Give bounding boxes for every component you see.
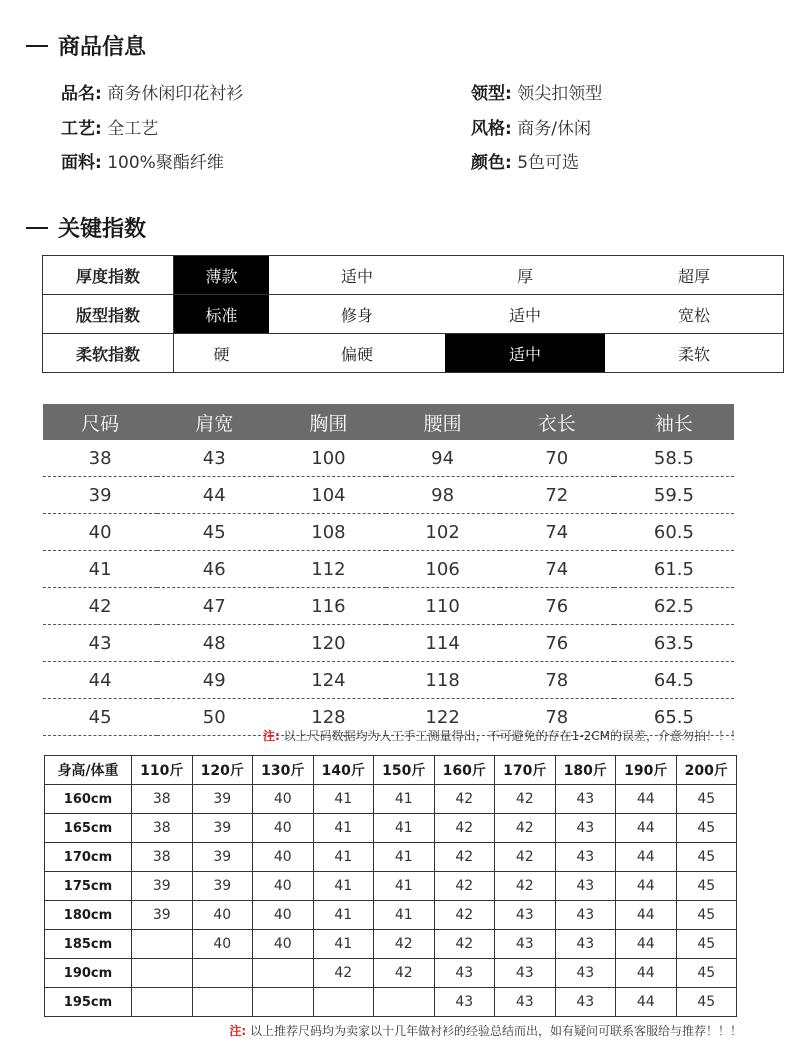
recommend-size-cell: 40 [253,843,314,872]
recommend-size-cell: 45 [676,901,737,930]
size-cell: 45 [157,514,271,551]
recommend-size-table [44,755,737,1017]
note-text: 以上尺码数据均为人工手工测量得出，不可避免的存在1-2CM的误差，介意勿拍！！！ [283,729,742,743]
recommend-size-cell: 42 [434,872,495,901]
size-cell: 44 [43,662,157,699]
size-cell: 118 [386,662,500,699]
info-value: 全工艺 [107,119,159,139]
size-row [43,514,734,551]
recommend-size-cell [132,959,193,988]
recommend-size-cell: 44 [616,959,677,988]
size-cell: 74 [500,551,614,588]
recommend-size-cell: 45 [676,988,737,1017]
recommend-size-cell: 45 [676,843,737,872]
recommend-size-cell: 39 [192,843,253,872]
size-row [43,551,734,588]
recommend-size-cell: 40 [192,930,253,959]
size-cell: 70 [500,440,614,477]
key-index-option: 超厚 [605,256,784,295]
recommend-column-header: 170斤 [495,756,556,785]
size-cell: 78 [500,662,614,699]
recommend-row [45,843,737,872]
size-cell: 116 [271,588,385,625]
recommend-size-cell: 43 [434,959,495,988]
key-index-row [43,295,784,334]
recommend-column-header: 160斤 [434,756,495,785]
recommend-size-cell [132,988,193,1017]
recommend-size-cell: 38 [132,785,193,814]
recommend-column-header: 190斤 [616,756,677,785]
size-table [43,404,734,736]
size-cell: 124 [271,662,385,699]
info-collar [471,79,602,104]
recommend-size-cell: 43 [555,901,616,930]
info-name [61,79,243,104]
size-cell: 64.5 [614,662,734,699]
recommend-height-label: 165cm [45,814,132,843]
product-info-title [26,30,146,61]
size-column-header: 尺码 [43,404,157,440]
recommend-size-cell: 40 [253,901,314,930]
recommend-size-cell: 42 [495,814,556,843]
recommend-height-label: 185cm [45,930,132,959]
recommend-size-cell: 39 [132,901,193,930]
info-fabric [61,148,224,173]
info-value: 商务/休闲 [517,119,591,139]
size-cell: 43 [43,625,157,662]
recommend-row [45,785,737,814]
size-column-header: 腰围 [386,404,500,440]
recommend-size-cell: 43 [555,843,616,872]
key-index-option-selected: 标准 [174,295,270,334]
recommend-size-cell: 43 [495,988,556,1017]
recommend-size-cell: 41 [313,814,374,843]
key-index-option: 偏硬 [269,334,445,373]
recommend-size-cell: 39 [192,785,253,814]
recommend-column-header: 180斤 [555,756,616,785]
key-index-option: 厚 [445,256,605,295]
recommend-size-cell: 41 [313,843,374,872]
size-row [43,662,734,699]
size-cell: 46 [157,551,271,588]
key-index-option-selected: 适中 [445,334,605,373]
note-text: 以上推荐尺码均为卖家以十几年做衬衫的经验总结而出，如有疑问可联系客服给与推荐！！！ [249,1024,742,1038]
size-column-header: 胸围 [271,404,385,440]
recommend-size-cell: 45 [676,872,737,901]
recommend-column-header: 150斤 [374,756,435,785]
size-cell: 76 [500,625,614,662]
size-column-header: 衣长 [500,404,614,440]
recommend-size-cell: 42 [434,785,495,814]
note-label: 注: [263,729,280,743]
recommend-size-cell: 41 [374,843,435,872]
recommend-size-cell: 42 [374,930,435,959]
recommend-size-cell: 43 [555,959,616,988]
size-cell: 47 [157,588,271,625]
key-index-title-text: 关键指数 [58,217,147,242]
recommend-size-cell: 42 [495,872,556,901]
info-key: 工艺: [61,119,102,139]
key-index-label: 版型指数 [43,295,174,334]
recommend-row [45,988,737,1017]
recommend-size-cell: 44 [616,930,677,959]
note-label: 注: [229,1024,247,1038]
size-column-header: 肩宽 [157,404,271,440]
recommend-size-cell: 44 [616,785,677,814]
recommend-row [45,814,737,843]
recommend-size-cell: 38 [132,814,193,843]
key-index-title [26,212,146,243]
key-index-option-selected: 薄款 [174,256,270,295]
recommend-size-cell [313,988,374,1017]
size-row [43,477,734,514]
recommend-size-cell: 42 [434,814,495,843]
recommend-size-cell: 40 [253,814,314,843]
key-index-option: 柔软 [605,334,784,373]
recommend-height-label: 190cm [45,959,132,988]
key-index-label: 柔软指数 [43,334,174,373]
size-cell: 41 [43,551,157,588]
recommend-height-label: 160cm [45,785,132,814]
recommend-size-cell: 42 [495,785,556,814]
info-value: 100%聚酯纤维 [107,153,224,173]
size-cell: 61.5 [614,551,734,588]
size-cell: 63.5 [614,625,734,662]
size-cell: 72 [500,477,614,514]
recommend-size-cell [132,930,193,959]
info-value: 领尖扣领型 [517,84,603,104]
info-style [471,114,591,139]
recommend-size-cell: 40 [253,785,314,814]
size-cell: 39 [43,477,157,514]
recommend-column-header: 110斤 [132,756,193,785]
size-cell: 108 [271,514,385,551]
recommend-size-cell: 44 [616,872,677,901]
recommend-size-cell: 43 [495,901,556,930]
recommend-size-cell: 40 [253,930,314,959]
recommend-size-cell: 42 [313,959,374,988]
key-index-option: 适中 [445,295,605,334]
recommend-size-cell: 41 [374,814,435,843]
size-cell: 58.5 [614,440,734,477]
recommend-height-label: 195cm [45,988,132,1017]
size-cell: 98 [386,477,500,514]
size-cell: 48 [157,625,271,662]
recommend-size-cell: 44 [616,988,677,1017]
recommend-size-cell [192,959,253,988]
recommend-size-cell: 43 [495,930,556,959]
key-index-row [43,256,784,295]
recommend-size-cell [253,988,314,1017]
size-cell: 43 [157,440,271,477]
recommend-column-header: 120斤 [192,756,253,785]
info-key: 风格: [471,119,512,139]
size-cell: 94 [386,440,500,477]
recommend-note [229,1022,742,1039]
info-key: 品名: [61,84,102,104]
recommend-size-cell: 38 [132,843,193,872]
recommend-size-cell [374,988,435,1017]
key-index-option: 硬 [174,334,270,373]
size-cell: 49 [157,662,271,699]
size-cell: 65.5 [614,699,734,736]
recommend-size-cell: 43 [495,959,556,988]
size-cell: 112 [271,551,385,588]
recommend-size-cell: 43 [555,785,616,814]
key-index-option: 修身 [269,295,445,334]
size-cell: 62.5 [614,588,734,625]
recommend-size-cell: 42 [374,959,435,988]
recommend-size-cell: 42 [434,930,495,959]
info-key: 面料: [61,153,102,173]
recommend-size-cell: 42 [434,901,495,930]
size-cell: 38 [43,440,157,477]
size-cell: 44 [157,477,271,514]
size-row [43,440,734,477]
recommend-size-cell: 40 [253,872,314,901]
size-cell: 120 [271,625,385,662]
recommend-size-cell [253,959,314,988]
recommend-size-cell [192,988,253,1017]
recommend-size-cell: 45 [676,959,737,988]
info-color [471,148,579,173]
recommend-row [45,959,737,988]
size-note [263,727,742,744]
recommend-size-cell: 41 [313,785,374,814]
recommend-size-cell: 41 [313,930,374,959]
info-key: 颜色: [471,153,512,173]
key-index-label: 厚度指数 [43,256,174,295]
recommend-size-cell: 41 [313,901,374,930]
recommend-column-header: 130斤 [253,756,314,785]
size-cell: 45 [43,699,157,736]
key-index-option: 适中 [269,256,445,295]
recommend-column-header: 200斤 [676,756,737,785]
recommend-row [45,872,737,901]
recommend-size-cell: 39 [132,872,193,901]
recommend-height-label: 175cm [45,872,132,901]
key-index-table [42,255,784,373]
recommend-size-cell: 43 [555,872,616,901]
recommend-size-cell: 40 [192,901,253,930]
recommend-size-cell: 45 [676,930,737,959]
recommend-size-cell: 43 [555,930,616,959]
recommend-size-cell: 41 [374,785,435,814]
size-cell: 76 [500,588,614,625]
size-row [43,625,734,662]
size-cell: 128 [271,699,385,736]
recommend-size-cell: 39 [192,872,253,901]
recommend-size-cell: 44 [616,901,677,930]
recommend-column-header: 身高/体重 [45,756,132,785]
recommend-size-cell: 42 [434,843,495,872]
size-column-header: 袖长 [614,404,734,440]
key-index-row [43,334,784,373]
size-cell: 40 [43,514,157,551]
size-cell: 59.5 [614,477,734,514]
size-cell: 60.5 [614,514,734,551]
size-cell: 78 [500,699,614,736]
recommend-size-cell: 41 [374,872,435,901]
recommend-size-cell: 42 [495,843,556,872]
recommend-size-cell: 45 [676,785,737,814]
key-index-option: 宽松 [605,295,784,334]
info-craft [61,114,158,139]
product-info-title-text: 商品信息 [58,35,147,60]
info-value: 5色可选 [517,153,580,173]
size-row [43,588,734,625]
recommend-size-cell: 43 [555,814,616,843]
recommend-height-label: 180cm [45,901,132,930]
size-cell: 100 [271,440,385,477]
recommend-size-cell: 43 [434,988,495,1017]
info-key: 领型: [471,84,512,104]
size-cell: 114 [386,625,500,662]
recommend-size-cell: 39 [192,814,253,843]
title-dash [26,45,48,47]
recommend-row [45,901,737,930]
size-cell: 74 [500,514,614,551]
size-cell: 50 [157,699,271,736]
recommend-height-label: 170cm [45,843,132,872]
recommend-size-cell: 45 [676,814,737,843]
recommend-size-cell: 41 [313,872,374,901]
recommend-size-cell: 43 [555,988,616,1017]
size-cell: 104 [271,477,385,514]
size-cell: 102 [386,514,500,551]
recommend-column-header: 140斤 [313,756,374,785]
info-value: 商务休闲印花衬衫 [107,84,244,104]
size-cell: 122 [386,699,500,736]
recommend-row [45,930,737,959]
size-cell: 110 [386,588,500,625]
recommend-size-cell: 41 [374,901,435,930]
title-dash [26,227,48,229]
size-cell: 42 [43,588,157,625]
recommend-size-cell: 44 [616,843,677,872]
size-cell: 106 [386,551,500,588]
recommend-size-cell: 44 [616,814,677,843]
